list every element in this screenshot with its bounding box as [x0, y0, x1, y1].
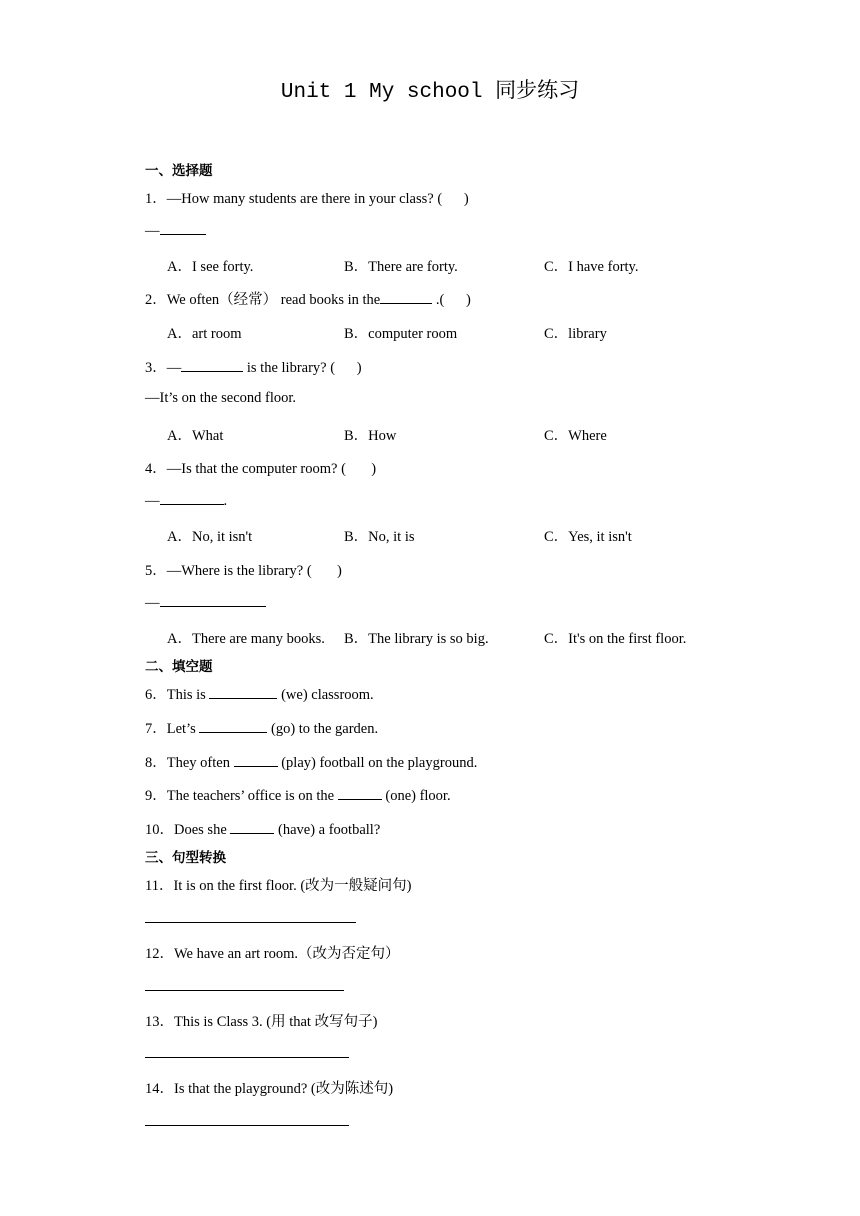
question-3-option-a[interactable]: A．What [167, 428, 224, 444]
stem-part: 10．Does she [145, 822, 231, 838]
stem-part: (play) football on the playground. [277, 755, 478, 771]
question-1-reply [145, 221, 206, 240]
question-2-option-c[interactable]: C．library [544, 326, 607, 342]
reply-dash: — [145, 493, 160, 509]
question-3-option-b[interactable]: B．How [344, 428, 397, 444]
answer-blank[interactable] [338, 786, 382, 800]
question-1-stem: 1．—How many students are there in your class? ( ) [145, 191, 469, 207]
section-heading-fill: 二、填空题 [145, 659, 213, 675]
question-9 [145, 784, 451, 805]
question-7 [145, 717, 378, 738]
stem-part: 2．We often（经常） read books in the [145, 292, 381, 308]
question-3-option-c[interactable]: C．Where [544, 428, 607, 444]
question-12: 12．We have an art room.（改为否定句） [145, 946, 400, 962]
question-2-option-b[interactable]: B．computer room [344, 326, 458, 342]
question-8 [145, 751, 477, 772]
question-1-option-a[interactable]: A．I see forty. [167, 259, 254, 275]
question-6 [145, 683, 374, 704]
question-5-option-c[interactable]: C．It's on the first floor. [544, 631, 687, 647]
question-2-option-a[interactable]: A．art room [167, 326, 242, 342]
question-4-option-c[interactable]: C．Yes, it isn't [544, 529, 632, 545]
question-5-option-b[interactable]: B．The library is so big. [344, 631, 489, 647]
question-10 [145, 818, 380, 839]
answer-line-12[interactable] [145, 990, 344, 991]
answer-blank[interactable] [160, 221, 206, 235]
section-heading-choice: 一、选择题 [145, 163, 213, 179]
stem-part: 3．— [145, 360, 182, 376]
answer-line-14[interactable] [145, 1125, 349, 1126]
reply-dash: — [145, 223, 160, 239]
question-1-option-c[interactable]: C．I have forty. [544, 259, 639, 275]
stem-part: 7．Let’s [145, 721, 200, 737]
page-title: Unit 1 My school 同步练习 [280, 81, 580, 104]
question-11: 11．It is on the first floor. (改为一般疑问句) [145, 878, 412, 894]
stem-part: 9．The teachers’ office is on the [145, 788, 338, 804]
question-4-option-a[interactable]: A．No, it isn't [167, 529, 253, 545]
question-1-option-b[interactable]: B．There are forty. [344, 259, 458, 275]
question-2-stem [145, 288, 471, 309]
answer-line-11[interactable] [145, 922, 356, 923]
stem-part: .( ) [432, 292, 471, 308]
question-4-option-b[interactable]: B．No, it is [344, 529, 415, 545]
question-5-reply [145, 593, 266, 612]
question-5-stem: 5．—Where is the library? ( ) [145, 563, 342, 579]
reply-end: . [223, 493, 228, 509]
question-13: 13．This is Class 3. (用 that 改写句子) [145, 1014, 378, 1030]
stem-part: (we) classroom. [277, 687, 374, 703]
answer-blank[interactable] [181, 358, 243, 372]
question-3-stem [145, 356, 362, 377]
answer-blank[interactable] [160, 593, 266, 607]
question-5-option-a[interactable]: A．There are many books. [167, 631, 325, 647]
answer-blank[interactable] [230, 820, 274, 834]
stem-part: (one) floor. [381, 788, 451, 804]
answer-blank[interactable] [199, 719, 267, 733]
stem-part: 8．They often [145, 755, 234, 771]
question-3-reply: —It’s on the second floor. [145, 390, 297, 406]
question-14: 14．Is that the playground? (改为陈述句) [145, 1081, 394, 1097]
section-heading-transform: 三、句型转换 [145, 850, 226, 866]
stem-part: (have) a football? [274, 822, 381, 838]
answer-line-13[interactable] [145, 1057, 349, 1058]
answer-blank[interactable] [160, 491, 224, 505]
question-4-reply [145, 491, 227, 510]
answer-blank[interactable] [380, 290, 432, 304]
question-4-stem: 4．—Is that the computer room? ( ) [145, 461, 377, 477]
stem-part: is the library? ( ) [243, 360, 362, 376]
stem-part: (go) to the garden. [267, 721, 379, 737]
answer-blank[interactable] [234, 753, 278, 767]
stem-part: 6．This is [145, 687, 210, 703]
reply-dash: — [145, 595, 160, 611]
answer-blank[interactable] [209, 685, 277, 699]
